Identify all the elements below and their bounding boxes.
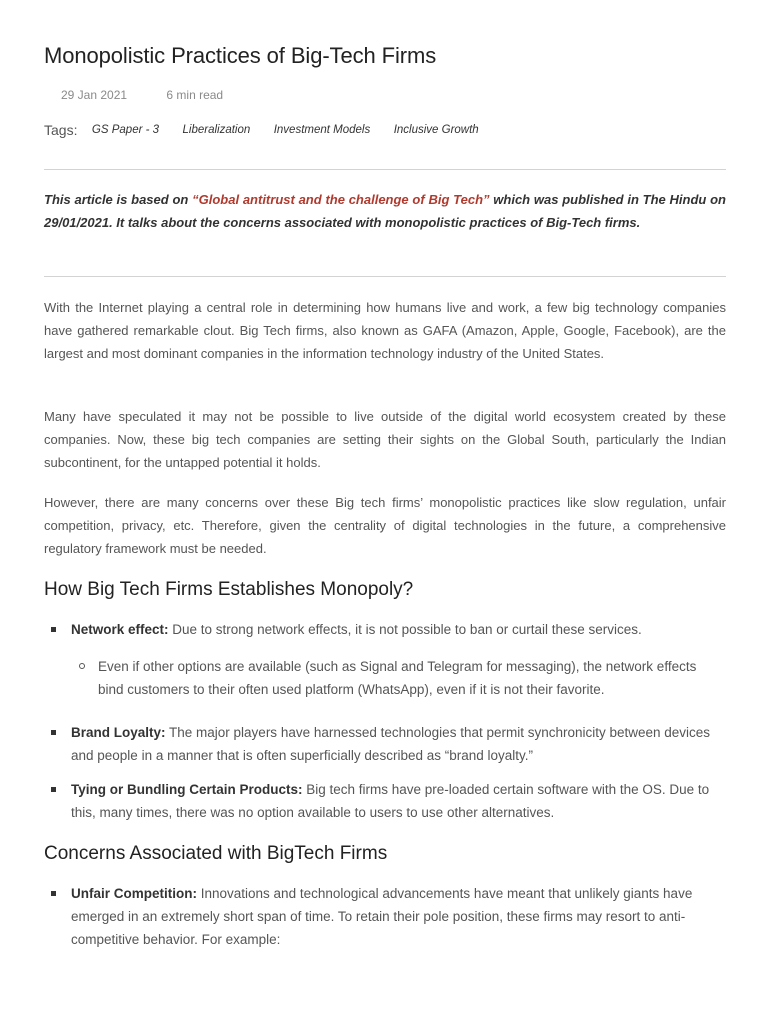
tag-link[interactable]: Inclusive Growth [393, 123, 479, 136]
list-item [71, 618, 711, 641]
list-item [71, 778, 711, 824]
tag-link[interactable]: Liberalization [182, 123, 251, 136]
tag-link[interactable]: GS Paper - 3 [91, 123, 160, 136]
intro-summary [44, 189, 726, 234]
tags-row [44, 121, 479, 139]
intro-prefix: This article is based on [44, 192, 193, 207]
body-paragraph: However, there are many concerns over these Big tech firms’ monopolistic practices like slow regulation, unfair competition, privacy, etc. Therefore, given the centrality of digital technologies in the future, a comprehensive regulatory framework must be needed. [44, 495, 726, 556]
publish-date: 29 Jan 2021 [61, 88, 128, 102]
item-term: Unfair Competition: [71, 886, 197, 901]
item-text: Innovations and technological advancements have meant that unlikely giants have emerged in an extremely short span of time. To retain their pole position, these firms may resort to anti-competitive behavior. For example: [71, 886, 693, 947]
sub-list-item: Even if other options are available (such as Signal and Telegram for messaging), the network effects bind customers to their often used platform (WhatsApp), even if it is not their favorite. [98, 655, 708, 701]
source-article-title: “Global antitrust and the challenge of Big Tech” [192, 192, 490, 207]
read-time: 6 min read [166, 88, 224, 102]
item-term: Tying or Bundling Certain Products: [71, 782, 303, 797]
item-text: The major players have harnessed technologies that permit synchronicity between devices and people in a manner that is often superficially described as “brand loyalty.” [71, 725, 711, 763]
list-item [71, 721, 711, 767]
divider [44, 276, 726, 277]
item-text: Big tech firms have pre-loaded certain software with the OS. Due to this, many times, there was no option available to users to use other alternatives. [71, 782, 710, 820]
body-paragraph: With the Internet playing a central role in determining how humans live and work, a few big technology companies have gathered remarkable clout. Big Tech firms, also known as GAFA (Amazon, Apple, Google, Facebook), are the largest and most dominant companies in the information technology industry of the United States. [44, 300, 726, 361]
section-heading: Concerns Associated with BigTech Firms [44, 843, 388, 864]
item-term: Brand Loyalty: [71, 725, 166, 740]
article-title: Monopolistic Practices of Big-Tech Firms [44, 43, 437, 68]
intro-suffix: which was published in The Hindu on 29/01/2021. It talks about the concerns associated with monopolistic practices of Big-Tech firms. [44, 192, 726, 230]
article-meta [61, 88, 223, 102]
tags-label: Tags: [44, 121, 78, 138]
item-text: Due to strong network effects, it is not possible to ban or curtail these services. [168, 622, 642, 637]
divider [44, 169, 726, 170]
body-paragraph: Many have speculated it may not be possible to live outside of the digital world ecosystem created by these companies. Now, these big tech companies are setting their sights on the Global South, particularly the Indian subcontinent, for the untapped potential it holds. [44, 409, 726, 470]
item-term: Network effect: [71, 622, 169, 637]
tag-link[interactable]: Investment Models [273, 123, 371, 136]
section-heading: How Big Tech Firms Establishes Monopoly? [44, 579, 414, 600]
list-item [71, 882, 711, 951]
